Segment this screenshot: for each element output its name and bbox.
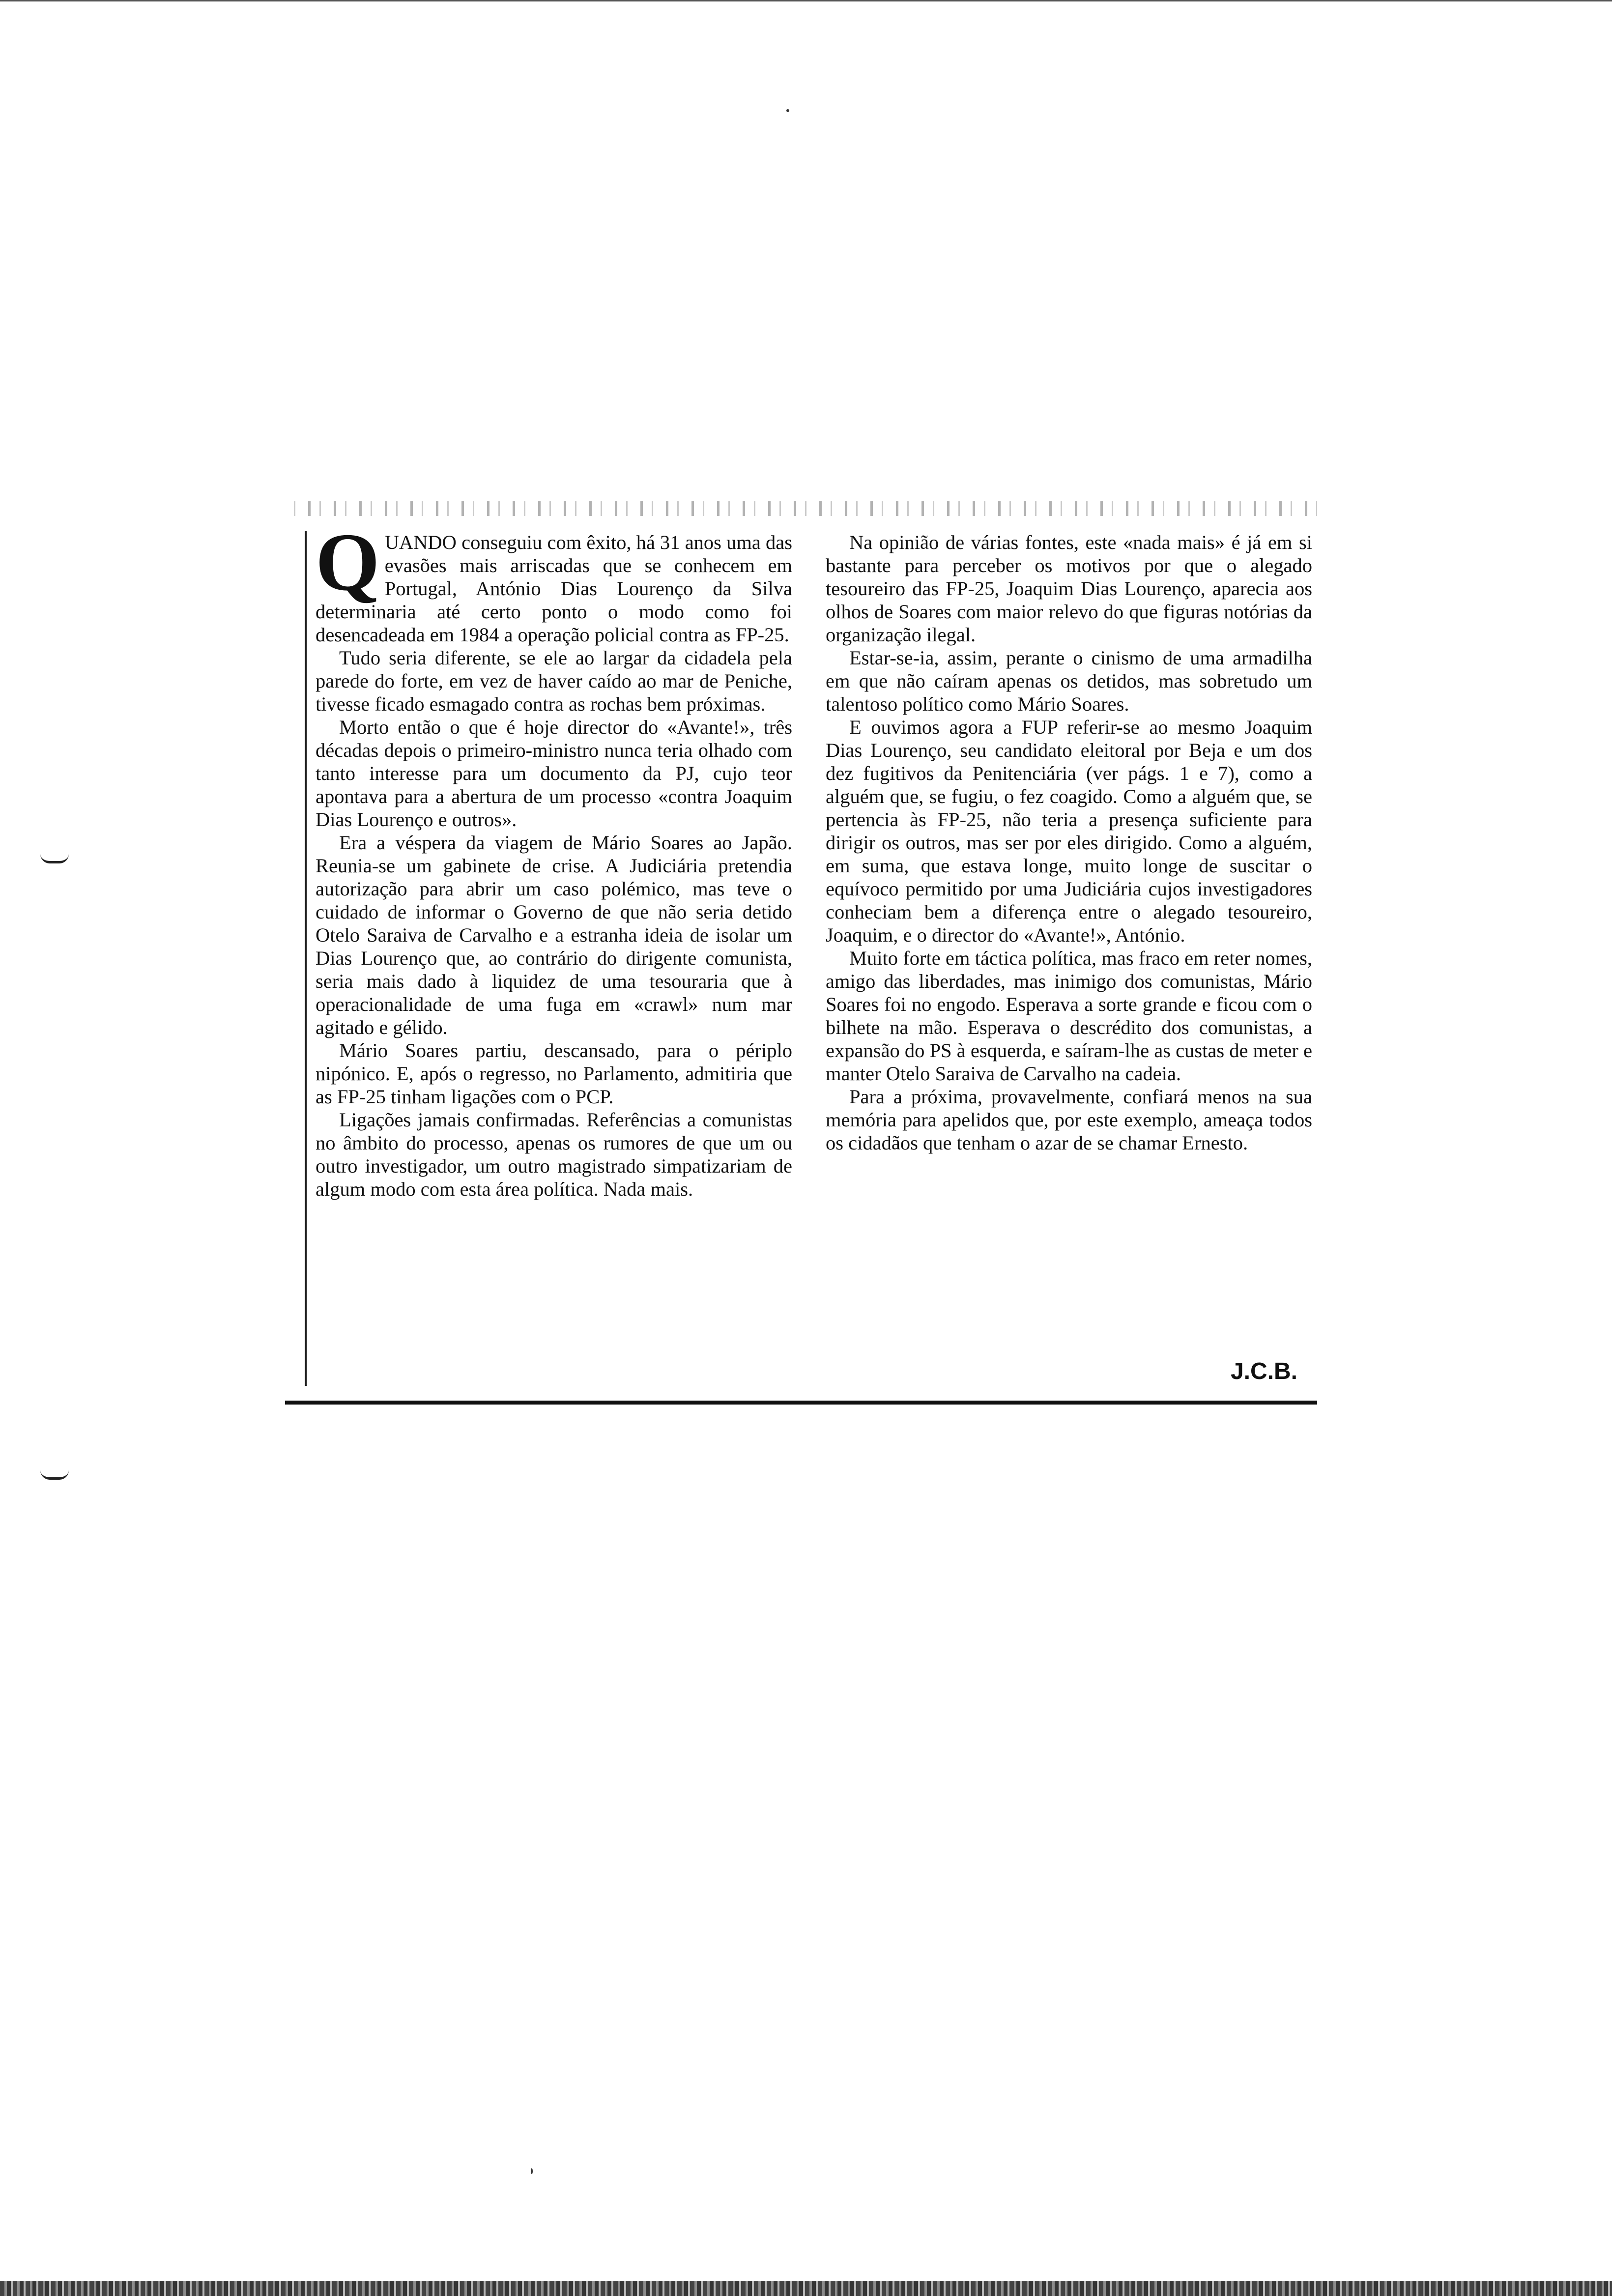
paragraph: Para a próxima, provavelmente, confiará menos na sua memória para apelidos que, por este exemplo, ameaça todos os cidadãos que tenham o azar de se chamar Ernesto. bbox=[826, 1086, 1312, 1154]
binder-hole-mark-lower bbox=[40, 1470, 69, 1480]
paragraph: Muito forte em táctica política, mas fraco em reter nomes, amigo das liberdades, mas inimigo dos comunistas, Mário Soares foi no engodo. Esperava a sorte grande e ficou com o bilhete na mão. Esperava o descrédito dos comunistas, a expansão do PS à esquerda, e saíram-lhe as custas de meter e manter Otelo Saraiva de Carvalho na cadeia. bbox=[826, 947, 1312, 1085]
scan-bottom-edge bbox=[0, 2281, 1612, 2296]
author-signature: J.C.B. bbox=[1230, 1358, 1297, 1384]
paragraph: Tudo seria diferente, se ele ao largar da cidadela pela parede do forte, em vez de haver caído ao mar de Peniche, tivesse ficado esmagado contra as rochas bem próximas. bbox=[316, 647, 792, 715]
scan-speck bbox=[786, 109, 789, 112]
scan-speck bbox=[531, 2168, 533, 2174]
paragraph bbox=[316, 517, 792, 646]
paragraph: Ligações jamais confirmadas. Referências a comunistas no âmbito do processo, apenas os rumores de que um ou outro investigador, um outro magistrado simpatizariam de algum modo com esta área política. Nada mais. bbox=[316, 1109, 792, 1200]
paragraph: Era a véspera da viagem de Mário Soares ao Japão. Reunia-se um gabinete de crise. A Judiciária pretendia autorização para abrir um caso polémico, mas teve o cuidado de informar o Governo de que não seria detido Otelo Saraiva de Carvalho e a estranha ideia de isolar um Dias Lourenço que, ao contrário do dirigente comunista, seria mais dado à liquidez de uma tesouraria que à operacionalidade de uma fuga em «crawl» num mar agitado e gélido. bbox=[316, 832, 792, 1038]
clipping-top-edge bbox=[285, 501, 1317, 516]
left-column bbox=[305, 517, 792, 1386]
scan-top-edge bbox=[0, 0, 1612, 7]
binder-hole-mark-upper bbox=[40, 854, 69, 863]
paragraph: Na opinião de várias fontes, este «nada mais» é já em si bastante para perceber os motivos por que o alegado tesoureiro das FP-25, Joaquim Dias Lourenço, aparecia aos olhos de Soares com maior relevo do que figuras notórias da organização ilegal. bbox=[826, 531, 1312, 646]
right-column bbox=[826, 531, 1312, 1154]
paragraph: Mário Soares partiu, descansado, para o périplo nipónico. E, após o regresso, no Parlamento, admitiria que as FP-25 tinham ligações com o PCP. bbox=[316, 1039, 792, 1108]
newspaper-clipping bbox=[285, 501, 1317, 1415]
bottom-rule bbox=[285, 1401, 1317, 1405]
paragraph-text: UANDO conseguiu com êxito, há 31 anos uma das evasões mais arriscadas que se conhecem em Portugal, António Dias Lourenço da Silva determinaria até certo ponto o modo como foi desencadeada em 1984 a operação policial contra as FP-25. bbox=[316, 531, 792, 646]
paragraph: E ouvimos agora a FUP referir-se ao mesmo Joaquim Dias Lourenço, seu candidato eleitoral por Beja e um dos dez fugitivos da Penitenciária (ver págs. 1 e 7), como a alguém que, se fugiu, o fez coagido. Como a alguém que, se pertencia às FP-25, não teria a presença suficiente para dirigir os outros, mas ser por eles dirigido. Como a alguém, em suma, que estava longe, muito longe de suscitar o equívoco permitido por uma Judiciária cujos investigadores conheciam bem a diferença entre o alegado tesoureiro, Joaquim, e o director do «Avante!», António. bbox=[826, 716, 1312, 946]
paragraph: Estar-se-ia, assim, perante o cinismo de uma armadilha em que não caíram apenas os detidos, mas sobretudo um talentoso político como Mário Soares. bbox=[826, 647, 1312, 715]
drop-cap: Q bbox=[316, 517, 380, 608]
paragraph: Morto então o que é hoje director do «Avante!», três décadas depois o primeiro-ministro nunca teria olhado com tanto interesse para um documento da PJ, cujo teor apontava para a abertura de um processo «contra Joaquim Dias Lourenço e outros». bbox=[316, 716, 792, 831]
